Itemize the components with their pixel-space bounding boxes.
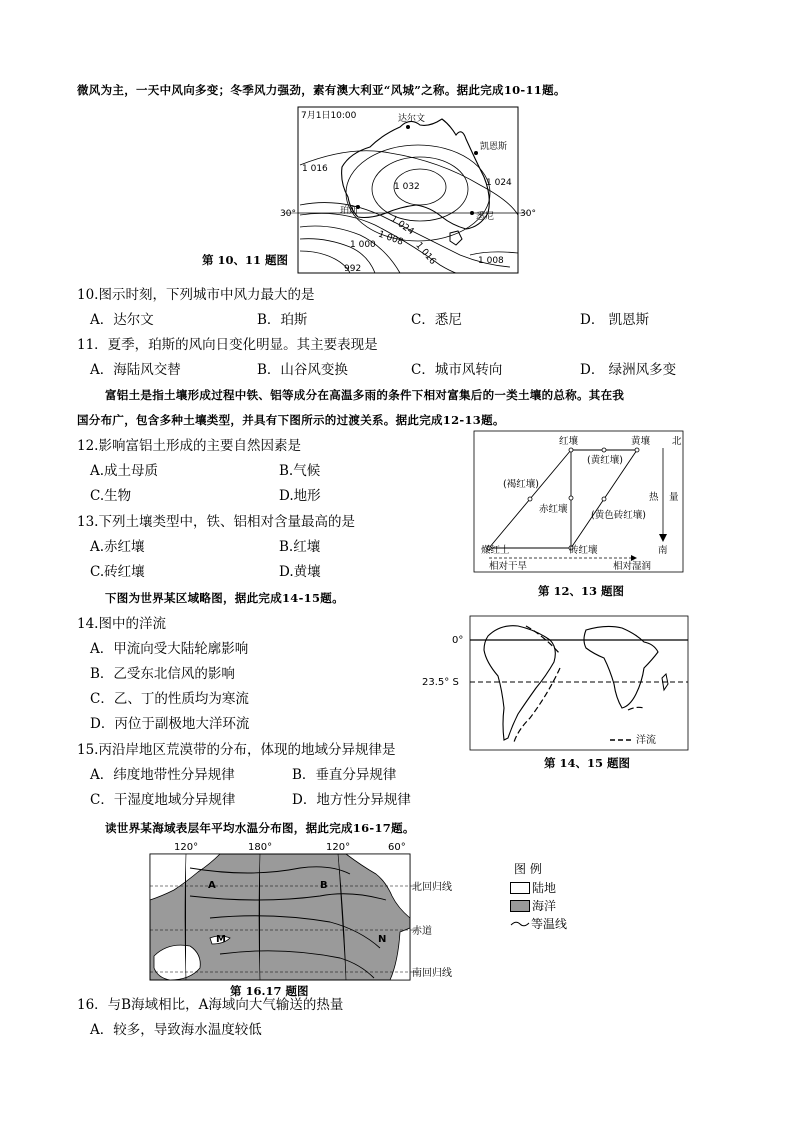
intro-windcity: 微风为主，一天中风向多变；冬季风力强劲，素有澳大利亚“风城”之称。据此完成10-11题。 [77, 83, 566, 97]
q12-stem: 12.影响富铝土形成的主要自然因素是 [77, 438, 301, 454]
lat-left: 30° [280, 209, 296, 219]
label-huangsezhuanhongrang: (黄色砖红壤) [591, 510, 646, 521]
q12-option-a[interactable]: A.成土母质 [90, 463, 159, 479]
city-perth: 珀斯 [340, 206, 359, 216]
legend-isotherm: 等温线 [531, 917, 568, 931]
point-n: N [378, 934, 387, 945]
lat-tropic-capricorn: 南回归线 [412, 968, 452, 979]
fig1-caption: 第 10、11 题图 [202, 253, 289, 267]
q10-option-b[interactable]: B．珀斯 [257, 312, 308, 328]
pacific-sst-map [150, 838, 470, 988]
q13-option-c[interactable]: C.砖红壤 [90, 564, 145, 580]
q14-option-a[interactable]: A．甲流向受大陆轮廓影响 [90, 641, 249, 657]
q11-option-b[interactable]: B．山谷风变换 [257, 362, 348, 378]
q11-stem: 11．夏季，珀斯的风向日变化明显。其主要表现是 [77, 337, 378, 353]
legend-isotherm-icon [510, 919, 530, 929]
q15-option-d[interactable]: D．地方性分异规律 [292, 792, 411, 808]
label-dry: 相对干旱 [489, 561, 528, 572]
map-time: 7月1日10:00 [301, 111, 357, 121]
q16-stem: 16．与B海域相比，A海域向大气输送的热量 [77, 997, 344, 1013]
q10-option-c[interactable]: C．悉尼 [411, 312, 462, 328]
q11-option-d[interactable]: D． 绿洲风多变 [580, 362, 677, 378]
q10-stem: 10.图示时刻，下列城市中风力最大的是 [77, 287, 315, 303]
isobar-label: 1 016 [302, 164, 328, 174]
legend-current-label: 洋流 [636, 735, 656, 746]
q12-option-b[interactable]: B.气候 [279, 463, 321, 479]
q15-stem: 15.丙沿岸地区荒漠带的分布，体现的地域分异规律是 [77, 742, 396, 758]
legend-land-swatch [510, 882, 530, 894]
label-hongrang: 红壤 [559, 436, 579, 447]
point-b: B [320, 880, 328, 891]
fig2-caption: 第 12、13 题图 [538, 584, 625, 598]
point-m: M [216, 934, 226, 945]
isobar-label: 1 008 [376, 229, 405, 248]
isobar-label: 1 016 [413, 240, 438, 267]
q12-option-c[interactable]: C.生物 [90, 488, 132, 504]
intro-laterite-2: 国分布广，包含多种土壤类型，并具有下图所示的过渡关系。据此完成12-13题。 [77, 413, 505, 427]
lat-equator: 赤道 [412, 926, 432, 937]
isobar-label: 1 000 [350, 240, 376, 250]
label-huangrang: 黄壤 [631, 436, 651, 447]
label-wet: 相对湿润 [613, 561, 652, 572]
q13-option-d[interactable]: D.黄壤 [279, 564, 321, 580]
legend-title: 图 例 [514, 862, 542, 876]
label-north: 北 [672, 436, 682, 447]
point-a: A [208, 880, 216, 891]
q11-option-a[interactable]: A．海陆风交替 [90, 362, 181, 378]
isobar-label: 992 [344, 264, 362, 274]
label-zaohongtu: 燥红土 [481, 545, 510, 556]
fig4-caption: 第 16.17 题图 [230, 984, 309, 998]
isobar-label: 1 032 [394, 182, 420, 192]
lon-label: 180° [248, 842, 273, 853]
city-sydney: 悉尼 [476, 212, 495, 222]
q14-option-b[interactable]: B．乙受东北信风的影响 [90, 666, 235, 682]
label-south: 南 [658, 545, 668, 556]
isobar-label: 1 024 [486, 178, 512, 188]
q11-option-c[interactable]: C．城市风转向 [411, 362, 503, 378]
soil-transition-diagram [473, 430, 685, 575]
q15-option-a[interactable]: A．纬度地带性分异规律 [90, 767, 235, 783]
intro-laterite-1: 富铝土是指土壤形成过程中铁、铝等成分在高温多雨的条件下相对富集后的一类土壤的总称。其在我 [105, 388, 625, 402]
q14-option-d[interactable]: D．丙位于副极地大洋环流 [90, 716, 250, 732]
q15-option-b[interactable]: B．垂直分异规律 [292, 767, 397, 783]
legend-ocean: 海洋 [532, 899, 557, 913]
isobar-label: 1 008 [478, 256, 504, 266]
isobar-label: 1 024 [388, 214, 416, 238]
q13-option-a[interactable]: A.赤红壤 [90, 539, 145, 555]
label-hehongrang: (褐红壤) [503, 479, 539, 490]
q15-option-c[interactable]: C．干湿度地域分异规律 [90, 792, 236, 808]
city-darwin: 达尔文 [398, 114, 426, 124]
label-huanghongrang: (黄红壤) [587, 455, 623, 466]
intro-world: 下图为世界某区域略图，据此完成14-15题。 [105, 591, 344, 605]
lat-equator-label: 0° [452, 635, 464, 646]
fig3-caption: 第 14、15 题图 [544, 756, 631, 770]
city-cairns: 凯恩斯 [480, 142, 508, 152]
q10-option-d[interactable]: D． 凯恩斯 [580, 312, 650, 328]
q14-stem: 14.图中的洋流 [77, 616, 166, 632]
legend-ocean-swatch [510, 900, 530, 912]
q16-option-a[interactable]: A．较多，导致海水温度较低 [90, 1022, 262, 1038]
lat-23-5s-label: 23.5° S [422, 677, 459, 688]
lat-right: 30° [520, 209, 536, 219]
world-region-map [418, 614, 690, 752]
sst-legend [510, 860, 567, 932]
lon-label: 120° [326, 842, 351, 853]
lat-tropic-cancer: 北回归线 [412, 882, 452, 893]
label-heat-1: 热 [649, 492, 659, 503]
q14-option-c[interactable]: C．乙、丁的性质均为寒流 [90, 691, 249, 707]
label-heat-2: 量 [669, 492, 679, 503]
q13-option-b[interactable]: B.红壤 [279, 539, 321, 555]
lon-label: 60° [388, 842, 406, 853]
intro-sst: 读世界某海域表层年平均水温分布图，据此完成16-17题。 [105, 821, 415, 835]
australia-isobar-map [270, 105, 536, 277]
q12-option-d[interactable]: D.地形 [279, 488, 321, 504]
label-chihongrang: 赤红壤 [539, 504, 568, 515]
legend-land: 陆地 [532, 881, 557, 895]
q13-stem: 13.下列土壤类型中，铁、铝相对含量最高的是 [77, 514, 355, 530]
label-zhuanhongrang: 砖红壤 [569, 545, 598, 556]
lon-label: 120° [174, 842, 199, 853]
q10-option-a[interactable]: A．达尔文 [90, 312, 154, 328]
